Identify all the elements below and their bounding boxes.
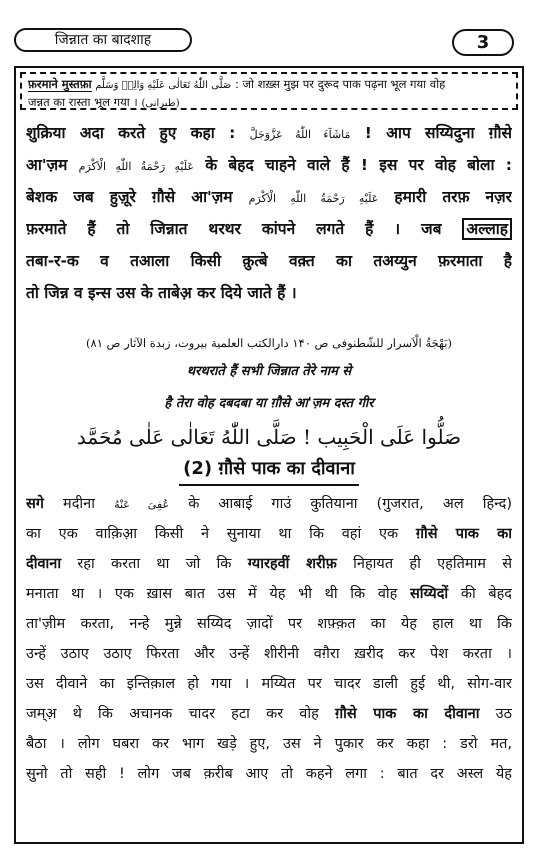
text: दीवाना [26,556,62,572]
text: निहायत ही एहतिमाम से [353,556,512,572]
text: रहा करता था जो कि [77,556,232,572]
para2-line-10: सुनो तो सही ! लोग जब क़रीब आए तो कहने लगा : बात दर अस्ल येह [26,766,512,782]
salawat-line: صَلُّوا عَلَى الْحَبِيب ! صَلَّى اللّٰهُ تَعَالٰى عَلٰى مُحَمَّد [76,425,462,449]
para2-line-5: ता'ज़ीम करता, नन्हे मुन्ने सय्यिद ज़ादों पर शफ़्क़त का येह हाल था कि [26,616,512,632]
text: ! आप सय्यिदुना ग़ौसे [364,124,512,142]
para2-line-2 [26,520,512,548]
para1-line-3 [26,182,512,212]
para2-line-1 [26,490,512,518]
text: की बेहद [460,586,512,602]
text: के बेहद चाहने वाले हैं ! इस पर वोह बोला : [205,156,512,174]
text: के आबाई गाउं कुतियाना (गुजरात, अल हिन्द) [188,496,512,512]
para1-line-5: तबा-र-क व तआला किसी क़ुत्बे वक़्त का तअय्युन फ़रमाता है [26,252,512,270]
text: शुक्रिया अदा करते हुए कहा : [26,124,236,142]
arabic-text: مَاشَآءَ اللّٰهُ عَزَّوَجَلَّ [249,128,351,141]
text: मनाता था । एक ख़ास बात उस में येह भी थी कि वोह [26,586,398,602]
text: आ'ज़म [26,156,68,174]
verse-line-2: है तेरा वोह दबदबा या ग़ौसे आ'ज़म दस्त गीर [164,396,374,411]
text: जम्अ़ थे कि अचानक चादर हटा कर वोह [26,706,319,722]
verse-line-1: थरथराते हैं सभी जिन्नात तेरे नाम से [186,364,352,379]
text: ग़ौसे पाक का [415,526,512,542]
farman-text-2: जन्नत का रास्ता भूल गया । [28,95,138,109]
reference-citation: (بَهْجَةُ الْاَسرار للشّطنوفی ص ۱۴۰ دارالکتب العلمیة بیروت، زبدة الآثار ص ۸۱) [86,336,452,350]
farman-source: (طبرانی) [141,98,180,109]
farman-line-2 [28,94,510,110]
farman-line-1 [28,76,510,94]
para2-line-9: बैठा । लोग घबरा कर भाग खड़े हुए, उस ने पुकार कर कहा : डरो मत, [26,736,512,752]
book-title: जिन्नात का बादशाह [14,28,192,52]
text: हमारी तरफ़ नज़र [394,188,512,206]
text: बेशक जब हुज़ूरे ग़ौसे आ'ज़म [26,188,233,206]
allah-word: अल्लाह [462,218,512,240]
page-number: 3 [452,29,514,56]
arabic-text: عُفِیَ عَنْهُ [114,498,170,511]
section-title-text: (2) ग़ौसे पाक का दीवाना [179,454,359,486]
para1-line-6: तो जिन्न व इन्स उस के ताबेअ़ कर दिये जाते हैं । [26,284,297,302]
para2-line-3 [26,550,512,578]
section-title [26,454,512,484]
arabic-text: عَلَيْهِ رَحْمَةُ اللّٰهِ الْاَكْرَم [78,160,194,173]
text: फ़रमाते हैं तो जिन्नात थरथर कांपने लगते हैं । जब [26,220,442,238]
para2-line-4 [26,580,512,608]
farman-text-1: : जो शख़्स मुझ पर दुरूद पाक पढ़ना भूल गया वोह [234,77,446,91]
farman-salutation: صَلَّى اللّٰهُ تَعَالٰی عَلَيْهِ وَالِهٖ وَسَلَّم [95,80,232,91]
text: सगे [26,496,44,512]
text: ग़ौसे पाक का दीवाना [334,706,480,722]
text: का एक वाक़िआ़ किसी ने सुनाया था कि वहां एक [26,526,399,542]
text: उठ [495,706,512,722]
text: सय्यिदों [409,586,449,602]
para2-line-6: उन्हें उठाए उठाए फिरता और उन्हें शीरीनी वग़ैरा ख़रीद कर पेश करता । [26,646,512,662]
para1-line-2 [26,150,512,180]
para1-line-4 [26,214,512,244]
para1-line-1 [26,118,512,148]
arabic-text: عَلَيْهِ رَحْمَةُ اللّٰهِ الْاَكْرَم [248,192,379,205]
text: ग्यारहवीं शरीफ़ [247,556,337,572]
farman-lead: फ़रमाने मुस्तफ़ा [28,77,92,91]
text: मदीना [63,496,95,512]
para2-line-8 [26,700,512,728]
farman-box [20,72,518,110]
para2-line-7: उस दीवाने का इन्तिक़ाल हो गया । मय्यित पर चादर डाली हुई थी, सोग-वार [26,676,512,692]
